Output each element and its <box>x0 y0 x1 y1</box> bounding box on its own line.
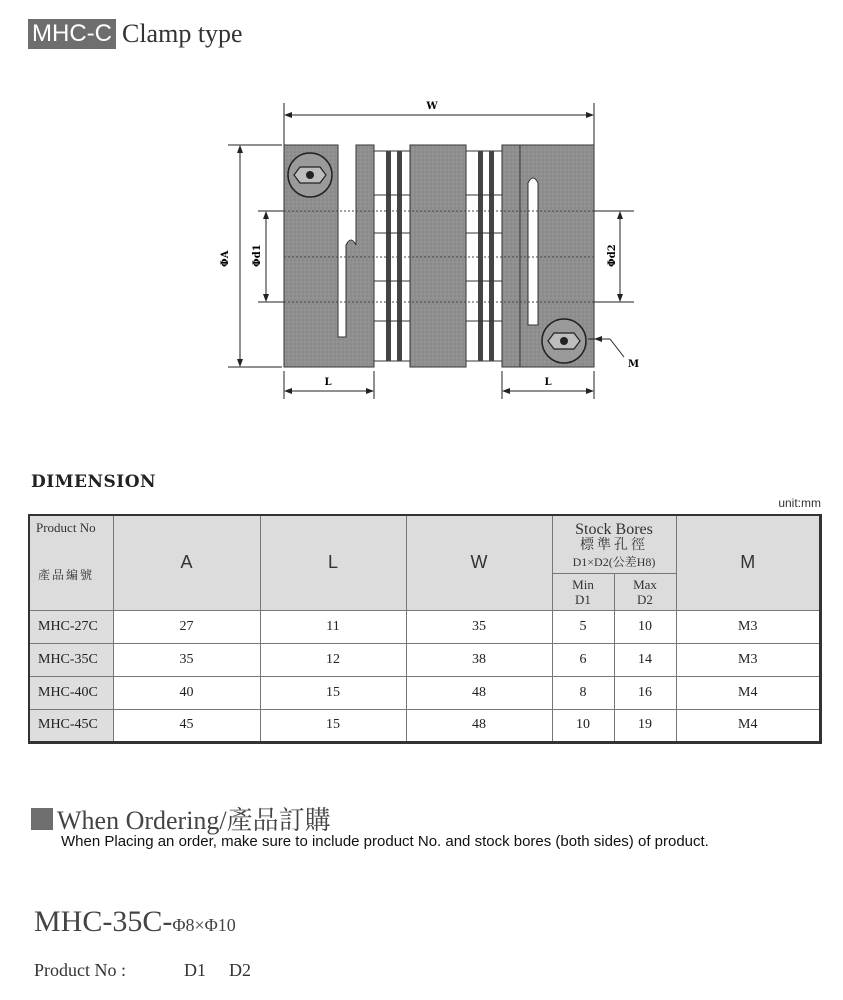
cell-a: 27 <box>113 610 260 643</box>
coupling-drawing <box>210 95 650 415</box>
cell-a: 40 <box>113 676 260 709</box>
example-model: MHC-35C- <box>34 905 173 938</box>
cell-d2: 10 <box>614 610 676 643</box>
example-bores: Φ8×Φ10 <box>172 915 236 935</box>
cell-d2: 19 <box>614 709 676 742</box>
cell-d1: 5 <box>552 610 614 643</box>
order-example <box>34 905 236 939</box>
cell-m: M3 <box>676 643 821 676</box>
label-d1: Φd1 <box>252 244 263 267</box>
cell-w: 35 <box>406 610 552 643</box>
header-m: M <box>676 515 821 610</box>
cell-d1: 10 <box>552 709 614 742</box>
header-stock-bores: Stock Bores 標準孔徑 D1×D2(公差H8) <box>552 515 676 574</box>
page-title: Clamp type <box>121 19 243 48</box>
label-d1-example: D1 <box>184 960 206 980</box>
header-a: A <box>113 515 260 610</box>
cell-l: 11 <box>260 610 406 643</box>
dimension-table <box>28 514 822 744</box>
cell-l: 12 <box>260 643 406 676</box>
cell-d2: 16 <box>614 676 676 709</box>
label-d2: Φd2 <box>607 244 618 267</box>
unit-label: unit:mm <box>778 496 821 510</box>
cell-w: 48 <box>406 709 552 742</box>
label-a: ΦA <box>220 250 231 267</box>
ordering-title: When Ordering/產品訂購 <box>57 806 331 835</box>
header-max-d2: Max D2 <box>614 574 676 610</box>
page-header <box>28 18 243 50</box>
ordering-heading <box>31 800 331 837</box>
cell-w: 38 <box>406 643 552 676</box>
header-l: L <box>260 515 406 610</box>
table-row <box>29 610 821 643</box>
cell-l: 15 <box>260 676 406 709</box>
cell-a: 35 <box>113 643 260 676</box>
header-w: W <box>406 515 552 610</box>
cell-d2: 14 <box>614 643 676 676</box>
order-example-labels <box>34 960 251 981</box>
label-l-right: L <box>544 377 552 388</box>
header-min-d1: Min D1 <box>552 574 614 610</box>
dimension-title: DIMENSION <box>31 472 157 492</box>
table-row <box>29 643 821 676</box>
cell-w: 48 <box>406 676 552 709</box>
cell-product: MHC-40C <box>29 676 113 709</box>
header-product-no: Product No 產品編號 <box>29 515 113 610</box>
table-row <box>29 709 821 742</box>
cell-m: M4 <box>676 709 821 742</box>
model-badge: MHC-C <box>28 19 116 49</box>
label-w: W <box>426 101 438 112</box>
label-m: M <box>628 359 640 370</box>
label-d2-example: D2 <box>229 960 251 980</box>
cell-product: MHC-35C <box>29 643 113 676</box>
label-product-no: Product No : <box>34 960 126 980</box>
cell-d1: 8 <box>552 676 614 709</box>
table-row <box>29 676 821 709</box>
cell-product: MHC-27C <box>29 610 113 643</box>
cell-m: M4 <box>676 676 821 709</box>
square-bullet-icon <box>31 808 53 830</box>
label-l-left: L <box>324 377 332 388</box>
cell-d1: 6 <box>552 643 614 676</box>
ordering-description: When Placing an order, make sure to include product No. and stock bores (both sides) of product. <box>61 833 709 850</box>
cell-l: 15 <box>260 709 406 742</box>
cell-a: 45 <box>113 709 260 742</box>
cell-m: M3 <box>676 610 821 643</box>
cell-product: MHC-45C <box>29 709 113 742</box>
